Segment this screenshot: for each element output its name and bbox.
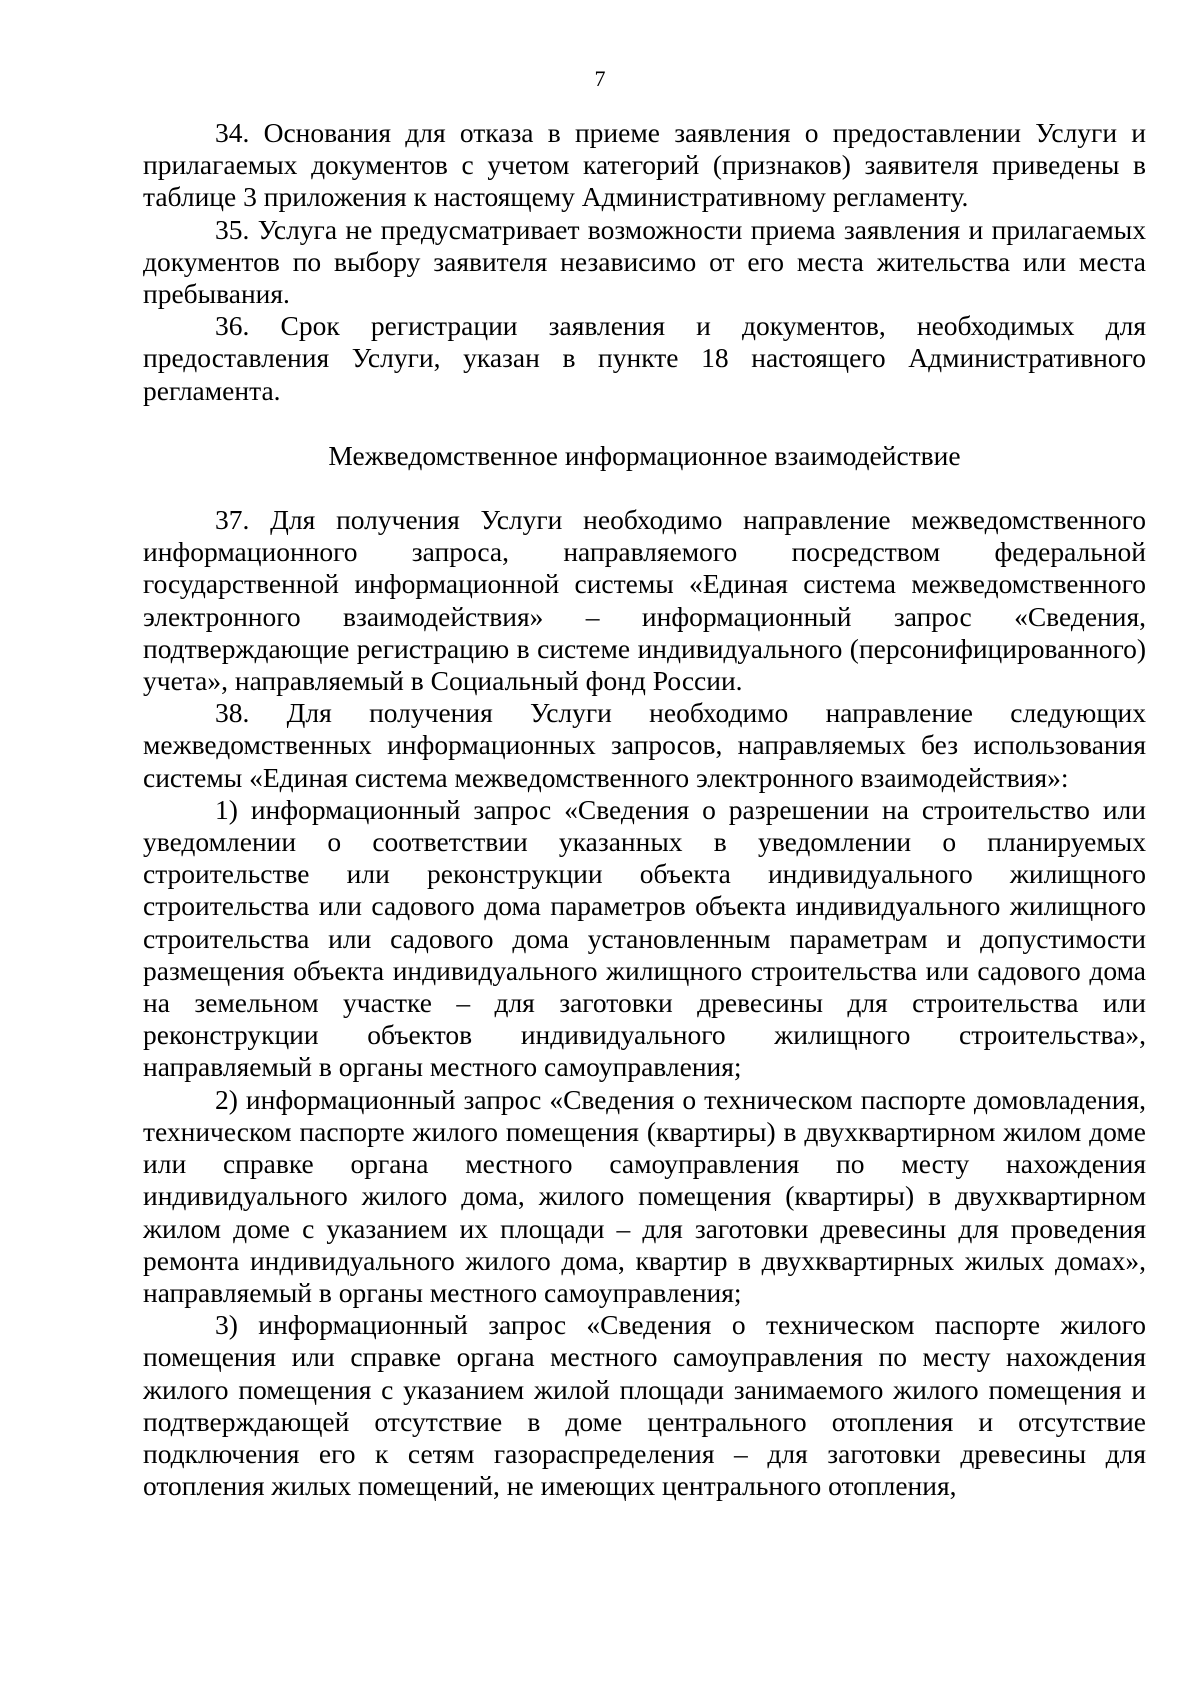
list-item-3: 3) информационный запрос «Сведения о техническом паспорте жилого помещения или справке органа местного самоуправления по месту нахождения жилого помещения с указанием жилой площади занимаемого жилого помещения и подтверждающей отсутствие в доме центрального отопления и отсутствие подключения его к сетям газораспределения – для заготовки древесины для отопления жилых помещений, не имеющих центрального отопления, <box>143 1309 1146 1502</box>
paragraph-35: 35. Услуга не предусматривает возможности приема заявления и прилагаемых документов по выбору заявителя независимо от его места жительства или места пребывания. <box>143 213 1146 310</box>
paragraph-37: 37. Для получения Услуги необходимо направление межведомственного информационного запроса, направляемого посредством федеральной государственной информационной системы «Единая система межведомственного электронного взаимодействия» – информационный запрос «Сведения, подтверждающие регистрацию в системе индивидуального (персонифицированного) учета», направляемый в Социальный фонд России. <box>143 504 1146 697</box>
page-number: 7 <box>594 66 606 91</box>
list-item-2: 2) информационный запрос «Сведения о техническом паспорте домовладения, техническом паспорте жилого помещения (квартиры) в двухквартирном жилом доме или справке органа местного самоуправления по месту нахождения индивидуального жилого дома, жилого помещения (квартиры) в двухквартирном жилом доме с указанием их площади – для заготовки древесины для проведения ремонта индивидуального жилого дома, квартир в двухквартирных жилых домах», направляемый в органы местного самоуправления; <box>143 1083 1146 1308</box>
paragraph-36: 36. Срок регистрации заявления и документов, необходимых для предоставления Услуги, указан в пункте 18 настоящего Административного регламента. <box>143 310 1146 406</box>
section-heading: Межведомственное информационное взаимодействие <box>328 439 961 471</box>
paragraph-38: 38. Для получения Услуги необходимо направление следующих межведомственных информационных запросов, направляемых без использования системы «Единая система межведомственного электронного взаимодействия»: <box>143 697 1146 793</box>
document-body <box>143 117 1146 1502</box>
paragraph-34: 34. Основания для отказа в приеме заявления о предоставлении Услуги и прилагаемых документов с учетом категорий (признаков) заявителя приведены в таблице 3 приложения к настоящему Административному регламенту. <box>143 117 1146 213</box>
list-item-1: 1) информационный запрос «Сведения о разрешении на строительство или уведомлении о соответствии указанных в уведомлении о планируемых строительстве или реконструкции объекта индивидуального жилищного строительства или садового дома параметров объекта индивидуального жилищного строительства или садового дома установленным параметрам и допустимости размещения объекта индивидуального жилищного строительства или садового дома на земельном участке – для заготовки древесины для строительства или реконструкции объектов индивидуального жилищного строительства», направляемый в органы местного самоуправления; <box>143 793 1146 1083</box>
